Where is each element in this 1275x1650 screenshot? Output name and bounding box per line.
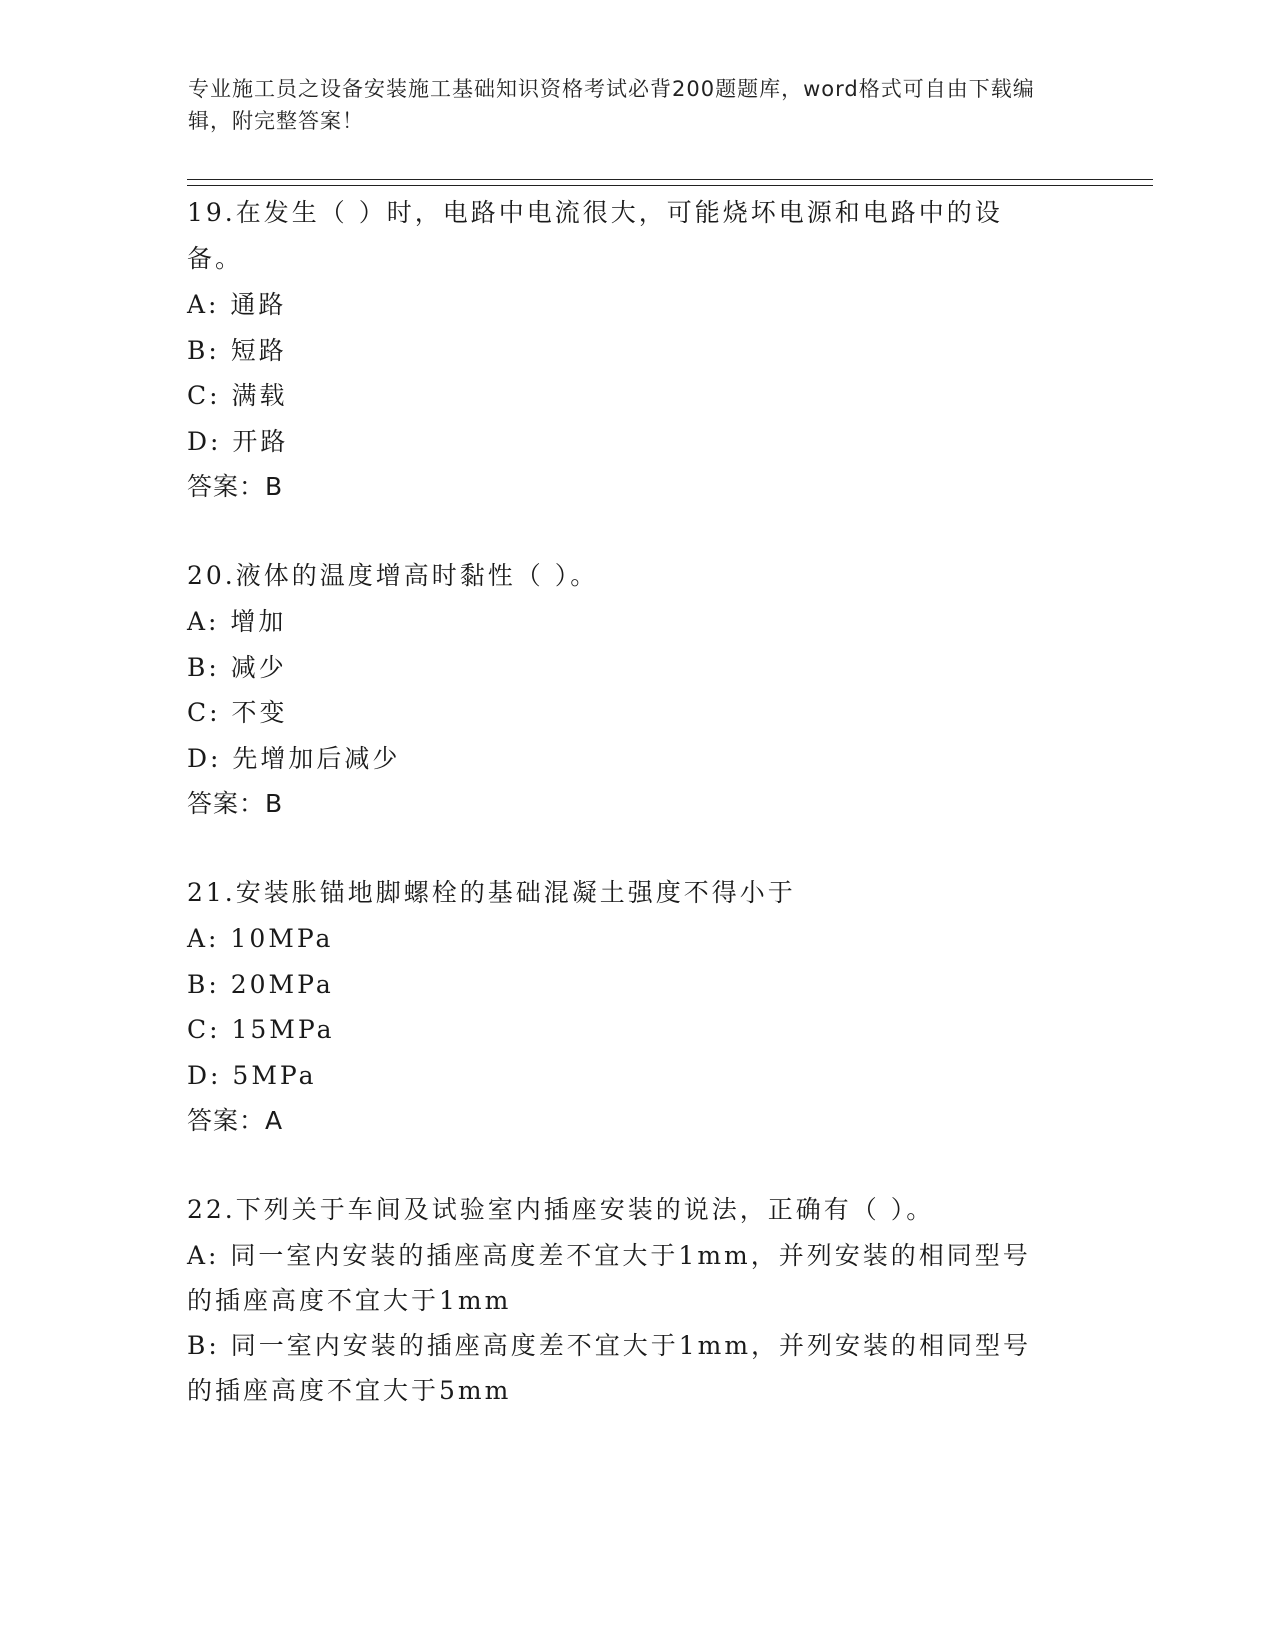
question-text: 20.液体的温度增高时黏性（ ）。 xyxy=(187,561,599,590)
option-c: C: 不变 xyxy=(187,698,288,727)
question-text: 22.下列关于车间及试验室内插座安装的说法，正确有（ ）。 xyxy=(187,1195,935,1224)
answer-label: 答案：A xyxy=(187,1106,284,1135)
option-d: D: 5MPa xyxy=(187,1060,317,1090)
question-list xyxy=(187,190,1087,1413)
header-divider-bottom xyxy=(187,185,1153,186)
spacer xyxy=(187,510,1087,553)
option-c: C: 满载 xyxy=(187,381,288,410)
question-21 xyxy=(187,870,1087,1144)
document-header: 专业施工员之设备安装施工基础知识资格考试必背200题题库，word格式可自由下载编辑，附完整答案！ xyxy=(188,77,1035,133)
question-text: 19.在发生（ ）时，电路中电流很大，可能烧坏电源和电路中的设备。 xyxy=(187,198,1003,273)
option-b: B: 减少 xyxy=(187,652,287,682)
question-text: 21.安装胀锚地脚螺栓的基础混凝土强度不得小于 xyxy=(187,878,796,907)
question-22 xyxy=(187,1187,1047,1413)
spacer xyxy=(187,1144,1087,1187)
option-c: C: 15MPa xyxy=(187,1015,335,1044)
option-a: A: 增加 xyxy=(187,607,287,636)
spacer xyxy=(187,827,1087,870)
option-b: B: 短路 xyxy=(187,335,287,365)
header-divider-top xyxy=(187,179,1153,180)
option-d: D: 开路 xyxy=(187,426,289,456)
option-a: A: 同一室内安装的插座高度差不宜大于1mm，并列安装的相同型号的插座高度不宜大于1mm xyxy=(187,1241,1031,1315)
option-a: A: 通路 xyxy=(187,290,287,319)
option-a: A: 10MPa xyxy=(187,924,334,953)
option-d: D: 先增加后减少 xyxy=(187,743,401,773)
question-20 xyxy=(187,553,1087,827)
option-b: B: 同一室内安装的插座高度差不宜大于1mm，并列安装的相同型号的插座高度不宜大于5mm xyxy=(187,1331,1032,1405)
question-19 xyxy=(187,190,1047,510)
option-b: B: 20MPa xyxy=(187,969,334,999)
answer-label: 答案：B xyxy=(187,789,284,818)
answer-label: 答案：B xyxy=(187,472,284,501)
